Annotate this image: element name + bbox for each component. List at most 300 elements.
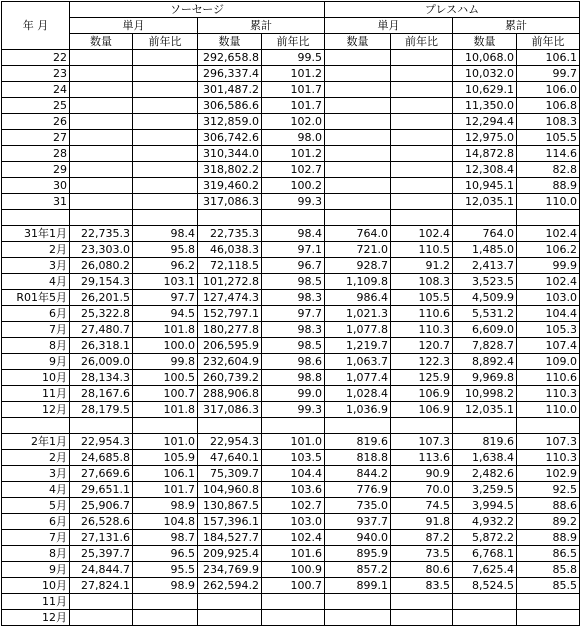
ham-cumulative-yoy: 92.5 bbox=[517, 482, 580, 498]
sausage-cumulative-yoy: 98.3 bbox=[262, 290, 325, 306]
ham-cumulative-yoy: 106.2 bbox=[517, 242, 580, 258]
header-sausage-monthly: 単月 bbox=[70, 18, 198, 34]
sausage-cumulative-quantity: 127,474.3 bbox=[198, 290, 262, 306]
sausage-cumulative-quantity bbox=[198, 610, 262, 626]
sausage-cumulative-quantity: 317,086.3 bbox=[198, 402, 262, 418]
ham-cumulative-quantity: 10,945.1 bbox=[453, 178, 517, 194]
sausage-monthly-yoy bbox=[133, 98, 198, 114]
table-row bbox=[2, 418, 580, 434]
ham-cumulative-quantity: 2,413.7 bbox=[453, 258, 517, 274]
sausage-monthly-quantity: 24,685.8 bbox=[70, 450, 133, 466]
header-sausage-cumulative: 累計 bbox=[198, 18, 325, 34]
sausage-cumulative-quantity: 262,594.2 bbox=[198, 578, 262, 594]
table-row bbox=[2, 482, 580, 498]
header-row-period bbox=[2, 18, 580, 34]
ham-monthly-yoy: 105.5 bbox=[391, 290, 453, 306]
row-label: 24 bbox=[2, 82, 70, 98]
sausage-cumulative-yoy: 101.2 bbox=[262, 146, 325, 162]
ham-cumulative-yoy bbox=[517, 418, 580, 434]
ham-cumulative-quantity: 10,629.1 bbox=[453, 82, 517, 98]
ham-cumulative-quantity: 1,638.4 bbox=[453, 450, 517, 466]
ham-cumulative-quantity: 6,768.1 bbox=[453, 546, 517, 562]
row-label bbox=[2, 418, 70, 434]
sausage-cumulative-yoy: 98.4 bbox=[262, 226, 325, 242]
sausage-cumulative-quantity: 232,604.9 bbox=[198, 354, 262, 370]
sausage-cumulative-yoy bbox=[262, 418, 325, 434]
sausage-cumulative-yoy: 102.7 bbox=[262, 162, 325, 178]
sausage-monthly-quantity bbox=[70, 66, 133, 82]
ham-cumulative-quantity: 5,872.2 bbox=[453, 530, 517, 546]
ham-monthly-yoy bbox=[391, 418, 453, 434]
ham-cumulative-quantity: 9,969.8 bbox=[453, 370, 517, 386]
table-row bbox=[2, 514, 580, 530]
sausage-cumulative-quantity: 288,906.8 bbox=[198, 386, 262, 402]
ham-cumulative-yoy: 110.3 bbox=[517, 450, 580, 466]
ham-cumulative-yoy: 114.6 bbox=[517, 146, 580, 162]
ham-monthly-yoy: 74.5 bbox=[391, 498, 453, 514]
table-row bbox=[2, 594, 580, 610]
ham-monthly-yoy bbox=[391, 594, 453, 610]
sausage-monthly-quantity: 27,480.7 bbox=[70, 322, 133, 338]
ham-monthly-quantity bbox=[325, 194, 391, 210]
sausage-cumulative-quantity: 209,925.4 bbox=[198, 546, 262, 562]
ham-monthly-quantity bbox=[325, 66, 391, 82]
ham-monthly-yoy: 108.3 bbox=[391, 274, 453, 290]
sales-table bbox=[1, 1, 580, 626]
ham-cumulative-quantity: 8,524.5 bbox=[453, 578, 517, 594]
row-label: 30 bbox=[2, 178, 70, 194]
ham-cumulative-quantity: 12,294.4 bbox=[453, 114, 517, 130]
sausage-monthly-quantity: 28,179.5 bbox=[70, 402, 133, 418]
sausage-cumulative-quantity: 180,277.8 bbox=[198, 322, 262, 338]
sausage-monthly-quantity bbox=[70, 130, 133, 146]
ham-monthly-quantity: 1,077.4 bbox=[325, 370, 391, 386]
ham-cumulative-yoy: 102.4 bbox=[517, 274, 580, 290]
sausage-cumulative-quantity bbox=[198, 594, 262, 610]
sausage-cumulative-yoy: 97.1 bbox=[262, 242, 325, 258]
header-quantity: 数量 bbox=[70, 34, 133, 50]
ham-cumulative-quantity bbox=[453, 594, 517, 610]
sausage-monthly-quantity bbox=[70, 82, 133, 98]
ham-monthly-yoy: 83.5 bbox=[391, 578, 453, 594]
ham-cumulative-yoy: 82.8 bbox=[517, 162, 580, 178]
sausage-cumulative-yoy: 98.3 bbox=[262, 322, 325, 338]
table-row bbox=[2, 610, 580, 626]
row-label: 4月 bbox=[2, 274, 70, 290]
ham-cumulative-yoy: 109.0 bbox=[517, 354, 580, 370]
sausage-monthly-yoy: 105.9 bbox=[133, 450, 198, 466]
sausage-monthly-yoy: 96.5 bbox=[133, 546, 198, 562]
row-label: 29 bbox=[2, 162, 70, 178]
ham-cumulative-quantity: 14,872.8 bbox=[453, 146, 517, 162]
header-row-measure bbox=[2, 34, 580, 50]
ham-cumulative-yoy: 103.0 bbox=[517, 290, 580, 306]
ham-cumulative-quantity: 8,892.4 bbox=[453, 354, 517, 370]
sausage-monthly-quantity bbox=[70, 210, 133, 226]
ham-monthly-yoy bbox=[391, 610, 453, 626]
sausage-cumulative-yoy: 100.2 bbox=[262, 178, 325, 194]
ham-monthly-yoy bbox=[391, 146, 453, 162]
ham-monthly-yoy bbox=[391, 50, 453, 66]
ham-monthly-quantity: 899.1 bbox=[325, 578, 391, 594]
ham-monthly-yoy: 110.6 bbox=[391, 306, 453, 322]
ham-monthly-yoy: 91.8 bbox=[391, 514, 453, 530]
ham-monthly-quantity: 1,021.3 bbox=[325, 306, 391, 322]
ham-cumulative-yoy: 88.9 bbox=[517, 178, 580, 194]
row-label: 28 bbox=[2, 146, 70, 162]
sausage-monthly-yoy bbox=[133, 66, 198, 82]
ham-monthly-quantity: 818.8 bbox=[325, 450, 391, 466]
ham-monthly-quantity: 940.0 bbox=[325, 530, 391, 546]
row-label: 11月 bbox=[2, 594, 70, 610]
sausage-monthly-yoy: 98.7 bbox=[133, 530, 198, 546]
ham-monthly-yoy bbox=[391, 82, 453, 98]
ham-monthly-yoy bbox=[391, 210, 453, 226]
sausage-cumulative-yoy bbox=[262, 210, 325, 226]
sausage-monthly-yoy: 99.8 bbox=[133, 354, 198, 370]
sausage-monthly-quantity: 22,954.3 bbox=[70, 434, 133, 450]
row-label: 5月 bbox=[2, 498, 70, 514]
sausage-monthly-yoy: 96.2 bbox=[133, 258, 198, 274]
ham-cumulative-quantity: 4,932.2 bbox=[453, 514, 517, 530]
ham-cumulative-yoy: 85.5 bbox=[517, 578, 580, 594]
ham-cumulative-quantity: 3,994.5 bbox=[453, 498, 517, 514]
sausage-cumulative-quantity: 184,527.7 bbox=[198, 530, 262, 546]
row-label: 4月 bbox=[2, 482, 70, 498]
sausage-cumulative-quantity: 319,460.2 bbox=[198, 178, 262, 194]
sausage-cumulative-quantity: 301,487.2 bbox=[198, 82, 262, 98]
table-row bbox=[2, 114, 580, 130]
ham-cumulative-quantity: 2,482.6 bbox=[453, 466, 517, 482]
table-row bbox=[2, 562, 580, 578]
sausage-cumulative-yoy: 102.7 bbox=[262, 498, 325, 514]
ham-monthly-quantity: 764.0 bbox=[325, 226, 391, 242]
row-label: 10月 bbox=[2, 370, 70, 386]
row-label: R01年5月 bbox=[2, 290, 70, 306]
ham-cumulative-quantity: 12,035.1 bbox=[453, 194, 517, 210]
sausage-cumulative-quantity: 318,802.2 bbox=[198, 162, 262, 178]
ham-cumulative-yoy bbox=[517, 594, 580, 610]
ham-monthly-quantity: 986.4 bbox=[325, 290, 391, 306]
row-label: 11月 bbox=[2, 386, 70, 402]
ham-cumulative-yoy: 88.6 bbox=[517, 498, 580, 514]
sausage-cumulative-quantity: 46,038.3 bbox=[198, 242, 262, 258]
table-row bbox=[2, 402, 580, 418]
sausage-monthly-yoy bbox=[133, 194, 198, 210]
row-label: 31 bbox=[2, 194, 70, 210]
sausage-cumulative-yoy: 101.0 bbox=[262, 434, 325, 450]
sausage-cumulative-quantity: 317,086.3 bbox=[198, 194, 262, 210]
sausage-cumulative-quantity: 296,337.4 bbox=[198, 66, 262, 82]
ham-cumulative-quantity: 4,509.9 bbox=[453, 290, 517, 306]
sausage-monthly-quantity bbox=[70, 594, 133, 610]
sausage-monthly-quantity: 27,669.6 bbox=[70, 466, 133, 482]
sausage-monthly-quantity bbox=[70, 98, 133, 114]
ham-monthly-yoy: 90.9 bbox=[391, 466, 453, 482]
sausage-cumulative-quantity: 104,960.8 bbox=[198, 482, 262, 498]
table-row bbox=[2, 178, 580, 194]
sausage-cumulative-yoy: 102.4 bbox=[262, 530, 325, 546]
ham-monthly-quantity bbox=[325, 210, 391, 226]
ham-monthly-quantity: 895.9 bbox=[325, 546, 391, 562]
sausage-cumulative-yoy: 100.7 bbox=[262, 578, 325, 594]
ham-monthly-yoy: 106.9 bbox=[391, 386, 453, 402]
sausage-monthly-yoy bbox=[133, 146, 198, 162]
ham-cumulative-yoy: 110.6 bbox=[517, 370, 580, 386]
ham-monthly-quantity: 1,063.7 bbox=[325, 354, 391, 370]
sausage-monthly-yoy: 95.5 bbox=[133, 562, 198, 578]
table-row bbox=[2, 370, 580, 386]
sausage-cumulative-yoy: 103.0 bbox=[262, 514, 325, 530]
sausage-cumulative-quantity: 22,954.3 bbox=[198, 434, 262, 450]
row-label: 12月 bbox=[2, 402, 70, 418]
table-row bbox=[2, 130, 580, 146]
header-yoy: 前年比 bbox=[517, 34, 580, 50]
sausage-monthly-yoy: 106.1 bbox=[133, 466, 198, 482]
sausage-monthly-yoy: 104.8 bbox=[133, 514, 198, 530]
ham-cumulative-yoy: 110.3 bbox=[517, 386, 580, 402]
ham-monthly-yoy bbox=[391, 114, 453, 130]
sausage-cumulative-yoy: 99.5 bbox=[262, 50, 325, 66]
ham-monthly-yoy: 110.3 bbox=[391, 322, 453, 338]
ham-cumulative-yoy bbox=[517, 210, 580, 226]
ham-monthly-quantity: 1,219.7 bbox=[325, 338, 391, 354]
table-row bbox=[2, 466, 580, 482]
sausage-monthly-quantity: 26,080.2 bbox=[70, 258, 133, 274]
header-quantity: 数量 bbox=[325, 34, 391, 50]
sausage-monthly-yoy bbox=[133, 610, 198, 626]
sausage-cumulative-yoy: 98.5 bbox=[262, 274, 325, 290]
header-quantity: 数量 bbox=[198, 34, 262, 50]
ham-monthly-yoy: 113.6 bbox=[391, 450, 453, 466]
sausage-monthly-quantity: 27,824.1 bbox=[70, 578, 133, 594]
table-row bbox=[2, 498, 580, 514]
ham-cumulative-yoy: 105.5 bbox=[517, 130, 580, 146]
sausage-cumulative-yoy: 99.0 bbox=[262, 386, 325, 402]
sausage-cumulative-quantity: 47,640.1 bbox=[198, 450, 262, 466]
ham-cumulative-quantity: 12,308.4 bbox=[453, 162, 517, 178]
row-label: 12月 bbox=[2, 610, 70, 626]
sausage-monthly-yoy: 98.9 bbox=[133, 578, 198, 594]
ham-cumulative-quantity: 5,531.2 bbox=[453, 306, 517, 322]
table-row bbox=[2, 290, 580, 306]
table-row bbox=[2, 258, 580, 274]
sausage-monthly-yoy bbox=[133, 594, 198, 610]
sausage-monthly-quantity bbox=[70, 114, 133, 130]
ham-monthly-yoy: 122.3 bbox=[391, 354, 453, 370]
ham-cumulative-yoy: 107.3 bbox=[517, 434, 580, 450]
ham-monthly-yoy bbox=[391, 66, 453, 82]
ham-monthly-yoy bbox=[391, 130, 453, 146]
table-row bbox=[2, 434, 580, 450]
table-row bbox=[2, 98, 580, 114]
table-row bbox=[2, 306, 580, 322]
sausage-cumulative-yoy: 101.7 bbox=[262, 82, 325, 98]
table-row bbox=[2, 450, 580, 466]
row-label: 23 bbox=[2, 66, 70, 82]
sausage-cumulative-yoy: 98.6 bbox=[262, 354, 325, 370]
ham-monthly-quantity bbox=[325, 82, 391, 98]
table-row bbox=[2, 386, 580, 402]
sausage-cumulative-quantity: 72,118.5 bbox=[198, 258, 262, 274]
sausage-cumulative-quantity bbox=[198, 418, 262, 434]
sausage-cumulative-yoy: 100.9 bbox=[262, 562, 325, 578]
ham-monthly-yoy: 80.6 bbox=[391, 562, 453, 578]
row-label: 7月 bbox=[2, 322, 70, 338]
sausage-cumulative-yoy: 99.3 bbox=[262, 402, 325, 418]
header-quantity: 数量 bbox=[453, 34, 517, 50]
ham-monthly-quantity bbox=[325, 130, 391, 146]
sausage-monthly-yoy bbox=[133, 162, 198, 178]
sausage-monthly-quantity: 26,009.0 bbox=[70, 354, 133, 370]
ham-cumulative-yoy: 89.2 bbox=[517, 514, 580, 530]
ham-monthly-quantity: 937.7 bbox=[325, 514, 391, 530]
ham-monthly-quantity: 857.2 bbox=[325, 562, 391, 578]
ham-cumulative-yoy: 102.9 bbox=[517, 466, 580, 482]
table-row bbox=[2, 530, 580, 546]
header-ham-monthly: 単月 bbox=[325, 18, 453, 34]
sausage-cumulative-yoy bbox=[262, 610, 325, 626]
sausage-cumulative-yoy: 101.2 bbox=[262, 66, 325, 82]
row-label: 2月 bbox=[2, 242, 70, 258]
sausage-cumulative-yoy: 103.6 bbox=[262, 482, 325, 498]
ham-monthly-yoy bbox=[391, 194, 453, 210]
ham-cumulative-yoy: 106.1 bbox=[517, 50, 580, 66]
sausage-monthly-quantity: 25,322.8 bbox=[70, 306, 133, 322]
sausage-cumulative-quantity bbox=[198, 210, 262, 226]
sausage-monthly-quantity: 22,735.3 bbox=[70, 226, 133, 242]
sausage-monthly-quantity bbox=[70, 50, 133, 66]
sausage-cumulative-quantity: 157,396.1 bbox=[198, 514, 262, 530]
header-sausage: ソーセージ bbox=[70, 2, 325, 18]
ham-cumulative-quantity: 12,975.0 bbox=[453, 130, 517, 146]
ham-monthly-quantity: 819.6 bbox=[325, 434, 391, 450]
ham-monthly-quantity bbox=[325, 114, 391, 130]
ham-cumulative-yoy: 104.4 bbox=[517, 306, 580, 322]
ham-cumulative-quantity: 3,259.5 bbox=[453, 482, 517, 498]
sausage-monthly-yoy: 95.8 bbox=[133, 242, 198, 258]
sausage-cumulative-quantity: 260,739.2 bbox=[198, 370, 262, 386]
sausage-monthly-quantity bbox=[70, 194, 133, 210]
table-row bbox=[2, 338, 580, 354]
ham-cumulative-quantity: 10,068.0 bbox=[453, 50, 517, 66]
sausage-monthly-quantity: 24,844.7 bbox=[70, 562, 133, 578]
row-label: 22 bbox=[2, 50, 70, 66]
row-label: 9月 bbox=[2, 562, 70, 578]
ham-cumulative-yoy: 105.3 bbox=[517, 322, 580, 338]
row-label: 8月 bbox=[2, 546, 70, 562]
ham-monthly-quantity: 735.0 bbox=[325, 498, 391, 514]
header-yoy: 前年比 bbox=[133, 34, 198, 50]
sausage-monthly-yoy: 101.0 bbox=[133, 434, 198, 450]
ham-cumulative-yoy: 99.9 bbox=[517, 258, 580, 274]
ham-monthly-yoy: 87.2 bbox=[391, 530, 453, 546]
ham-monthly-yoy: 73.5 bbox=[391, 546, 453, 562]
sausage-monthly-quantity: 25,397.7 bbox=[70, 546, 133, 562]
sausage-monthly-yoy: 98.4 bbox=[133, 226, 198, 242]
sausage-monthly-yoy bbox=[133, 178, 198, 194]
ham-cumulative-quantity: 7,828.7 bbox=[453, 338, 517, 354]
sausage-cumulative-quantity: 152,797.1 bbox=[198, 306, 262, 322]
ham-cumulative-quantity: 10,032.0 bbox=[453, 66, 517, 82]
sausage-monthly-yoy: 98.9 bbox=[133, 498, 198, 514]
ham-cumulative-quantity bbox=[453, 418, 517, 434]
ham-monthly-yoy: 110.5 bbox=[391, 242, 453, 258]
sausage-cumulative-yoy: 98.8 bbox=[262, 370, 325, 386]
sausage-monthly-yoy bbox=[133, 82, 198, 98]
ham-monthly-yoy: 91.2 bbox=[391, 258, 453, 274]
sausage-cumulative-quantity: 292,658.8 bbox=[198, 50, 262, 66]
sausage-cumulative-yoy: 103.5 bbox=[262, 450, 325, 466]
row-label: 9月 bbox=[2, 354, 70, 370]
ham-monthly-yoy bbox=[391, 162, 453, 178]
ham-monthly-quantity bbox=[325, 610, 391, 626]
table-row bbox=[2, 66, 580, 82]
table-body bbox=[2, 50, 580, 626]
ham-cumulative-quantity: 3,523.5 bbox=[453, 274, 517, 290]
ham-cumulative-yoy: 110.0 bbox=[517, 194, 580, 210]
ham-cumulative-quantity: 12,035.1 bbox=[453, 402, 517, 418]
sausage-monthly-yoy: 100.5 bbox=[133, 370, 198, 386]
row-label: 7月 bbox=[2, 530, 70, 546]
ham-cumulative-yoy: 107.4 bbox=[517, 338, 580, 354]
sausage-cumulative-yoy: 101.6 bbox=[262, 546, 325, 562]
ham-cumulative-yoy: 85.8 bbox=[517, 562, 580, 578]
ham-monthly-quantity: 844.2 bbox=[325, 466, 391, 482]
ham-cumulative-quantity bbox=[453, 610, 517, 626]
sausage-cumulative-quantity: 306,742.6 bbox=[198, 130, 262, 146]
ham-monthly-quantity bbox=[325, 146, 391, 162]
sausage-monthly-quantity bbox=[70, 146, 133, 162]
table-row bbox=[2, 226, 580, 242]
header-yoy: 前年比 bbox=[262, 34, 325, 50]
ham-cumulative-yoy: 88.9 bbox=[517, 530, 580, 546]
ham-monthly-quantity bbox=[325, 178, 391, 194]
sausage-cumulative-yoy bbox=[262, 594, 325, 610]
row-label: 3月 bbox=[2, 258, 70, 274]
ham-monthly-yoy: 102.4 bbox=[391, 226, 453, 242]
table-row bbox=[2, 242, 580, 258]
ham-monthly-quantity: 1,036.9 bbox=[325, 402, 391, 418]
table-row bbox=[2, 82, 580, 98]
ham-cumulative-yoy: 110.0 bbox=[517, 402, 580, 418]
sausage-monthly-yoy: 101.8 bbox=[133, 402, 198, 418]
sausage-monthly-yoy: 100.7 bbox=[133, 386, 198, 402]
ham-cumulative-quantity: 6,609.0 bbox=[453, 322, 517, 338]
sausage-monthly-quantity: 27,131.6 bbox=[70, 530, 133, 546]
ham-monthly-quantity bbox=[325, 418, 391, 434]
sausage-monthly-quantity: 29,154.3 bbox=[70, 274, 133, 290]
sausage-monthly-yoy bbox=[133, 50, 198, 66]
sausage-monthly-yoy: 103.1 bbox=[133, 274, 198, 290]
sausage-monthly-quantity: 25,906.7 bbox=[70, 498, 133, 514]
sausage-monthly-quantity bbox=[70, 162, 133, 178]
row-label: 10月 bbox=[2, 578, 70, 594]
sausage-cumulative-quantity: 306,586.6 bbox=[198, 98, 262, 114]
table-row bbox=[2, 210, 580, 226]
table-row bbox=[2, 578, 580, 594]
ham-cumulative-quantity: 7,625.4 bbox=[453, 562, 517, 578]
sausage-monthly-yoy bbox=[133, 210, 198, 226]
ham-monthly-quantity: 721.0 bbox=[325, 242, 391, 258]
sausage-monthly-quantity: 26,201.5 bbox=[70, 290, 133, 306]
sausage-cumulative-quantity: 206,595.9 bbox=[198, 338, 262, 354]
sausage-monthly-quantity bbox=[70, 178, 133, 194]
table-row bbox=[2, 354, 580, 370]
ham-cumulative-quantity: 10,998.2 bbox=[453, 386, 517, 402]
table-row bbox=[2, 322, 580, 338]
sausage-cumulative-quantity: 234,769.9 bbox=[198, 562, 262, 578]
